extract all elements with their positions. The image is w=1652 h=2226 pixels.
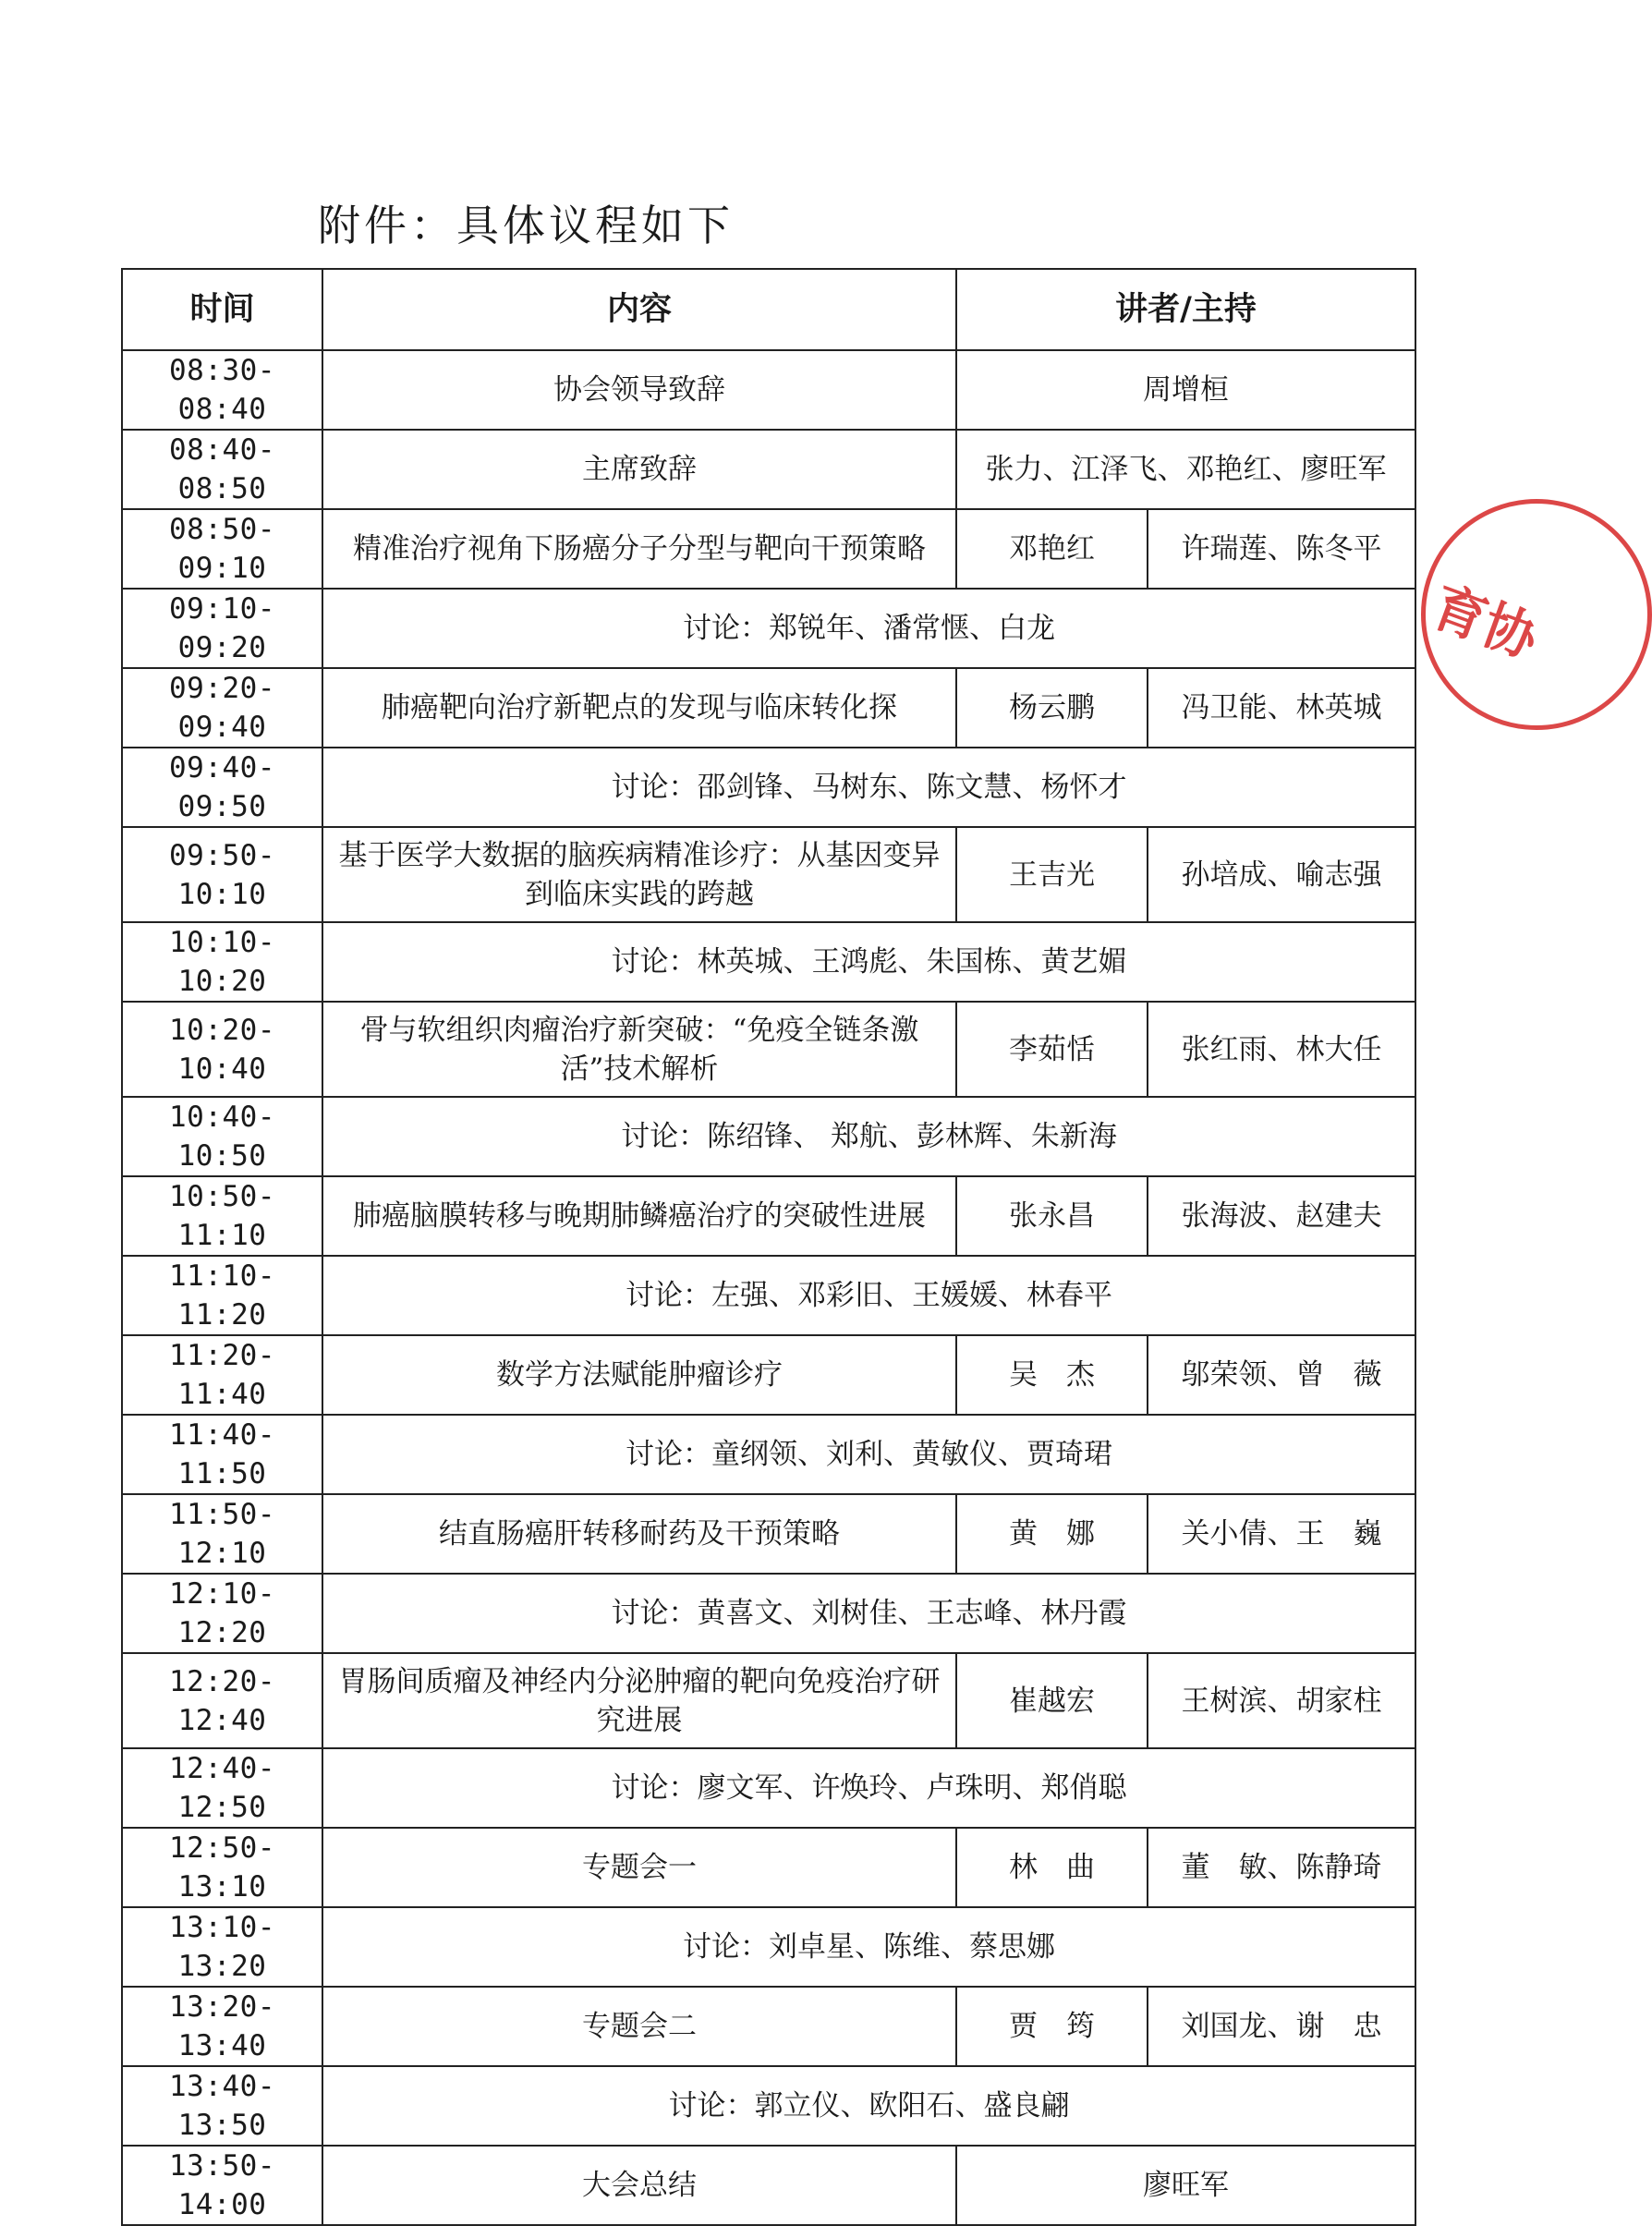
time-cell: 11:20-11:40 — [122, 1335, 322, 1415]
speaker-cell: 李茹恬 — [956, 1002, 1148, 1097]
time-cell: 09:10-09:20 — [122, 589, 322, 668]
time-cell: 12:50-13:10 — [122, 1828, 322, 1907]
time-cell: 13:10-13:20 — [122, 1907, 322, 1987]
time-cell: 12:40-12:50 — [122, 1748, 322, 1828]
host-cell: 董 敏、陈静琦 — [1148, 1828, 1415, 1907]
table-row — [122, 350, 1415, 430]
page-title: 附件：具体议程如下 — [318, 201, 734, 250]
speaker-cell: 邓艳红 — [956, 509, 1148, 589]
speaker-cell: 张永昌 — [956, 1176, 1148, 1256]
time-cell: 10:20-10:40 — [122, 1002, 322, 1097]
topic-cell: 结直肠癌肝转移耐药及干预策略 — [322, 1494, 956, 1574]
table-row — [122, 2146, 1415, 2225]
time-cell: 13:20-13:40 — [122, 1987, 322, 2066]
speaker-cell: 黄 娜 — [956, 1494, 1148, 1574]
stamp-text: 育协 — [1424, 574, 1547, 671]
table-row — [122, 1494, 1415, 1574]
topic-cell: 肺癌脑膜转移与晚期肺鳞癌治疗的突破性进展 — [322, 1176, 956, 1256]
host-cell: 许瑞莲、陈冬平 — [1148, 509, 1415, 589]
table-row — [122, 1415, 1415, 1494]
table-header-row — [122, 269, 1415, 350]
table-row — [122, 827, 1415, 922]
host-cell: 张红雨、林大任 — [1148, 1002, 1415, 1097]
table-row — [122, 1335, 1415, 1415]
discussion-cell: 讨论：陈绍锋、 郑航、彭林辉、朱新海 — [322, 1097, 1415, 1176]
table-row — [122, 1987, 1415, 2066]
time-cell: 08:50-09:10 — [122, 509, 322, 589]
agenda-table — [121, 268, 1416, 2226]
topic-cell: 主席致辞 — [322, 430, 956, 509]
header-time: 时间 — [122, 269, 322, 350]
speaker-cell: 张力、江泽飞、邓艳红、廖旺军 — [956, 430, 1415, 509]
speaker-cell: 贾 筠 — [956, 1987, 1148, 2066]
host-cell: 冯卫能、林英城 — [1148, 668, 1415, 748]
time-cell: 09:50-10:10 — [122, 827, 322, 922]
time-cell: 10:50-11:10 — [122, 1176, 322, 1256]
host-cell: 关小倩、王 巍 — [1148, 1494, 1415, 1574]
table-row — [122, 1256, 1415, 1335]
time-cell: 12:20-12:40 — [122, 1653, 322, 1748]
table-row — [122, 1002, 1415, 1097]
time-cell: 08:40-08:50 — [122, 430, 322, 509]
time-cell: 11:40-11:50 — [122, 1415, 322, 1494]
table-row — [122, 1097, 1415, 1176]
time-cell: 12:10-12:20 — [122, 1574, 322, 1653]
header-speaker-host: 讲者/主持 — [956, 269, 1415, 350]
time-cell: 13:50-14:00 — [122, 2146, 322, 2225]
time-cell: 09:20-09:40 — [122, 668, 322, 748]
time-cell: 10:10-10:20 — [122, 922, 322, 1002]
topic-cell: 大会总结 — [322, 2146, 956, 2225]
table-row — [122, 668, 1415, 748]
discussion-cell: 讨论：黄喜文、刘树佳、王志峰、林丹霞 — [322, 1574, 1415, 1653]
speaker-cell: 杨云鹏 — [956, 668, 1148, 748]
table-row — [122, 1828, 1415, 1907]
table-row — [122, 430, 1415, 509]
time-cell: 13:40-13:50 — [122, 2066, 322, 2146]
discussion-cell: 讨论：郭立仪、欧阳石、盛良翩 — [322, 2066, 1415, 2146]
speaker-cell: 廖旺军 — [956, 2146, 1415, 2225]
table-row — [122, 1907, 1415, 1987]
topic-cell: 基于医学大数据的脑疾病精准诊疗：从基因变异到临床实践的跨越 — [322, 827, 956, 922]
host-cell: 刘国龙、谢 忠 — [1148, 1987, 1415, 2066]
table-row — [122, 589, 1415, 668]
speaker-cell: 崔越宏 — [956, 1653, 1148, 1748]
table-row — [122, 1748, 1415, 1828]
speaker-cell: 林 曲 — [956, 1828, 1148, 1907]
host-cell: 王树滨、胡家柱 — [1148, 1653, 1415, 1748]
table-row — [122, 1574, 1415, 1653]
discussion-cell: 讨论：童纲领、刘利、黄敏仪、贾琦珺 — [322, 1415, 1415, 1494]
host-cell: 邬荣领、曾 薇 — [1148, 1335, 1415, 1415]
topic-cell: 专题会二 — [322, 1987, 956, 2066]
table-row — [122, 2066, 1415, 2146]
discussion-cell: 讨论：左强、邓彩旧、王媛媛、林春平 — [322, 1256, 1415, 1335]
topic-cell: 数学方法赋能肿瘤诊疗 — [322, 1335, 956, 1415]
topic-cell: 骨与软组织肉瘤治疗新突破：“免疫全链条激活”技术解析 — [322, 1002, 956, 1097]
time-cell: 08:30-08:40 — [122, 350, 322, 430]
table-row — [122, 1176, 1415, 1256]
speaker-cell: 王吉光 — [956, 827, 1148, 922]
topic-cell: 精准治疗视角下肠癌分子分型与靶向干预策略 — [322, 509, 956, 589]
time-cell: 10:40-10:50 — [122, 1097, 322, 1176]
host-cell: 张海波、赵建夫 — [1148, 1176, 1415, 1256]
topic-cell: 肺癌靶向治疗新靶点的发现与临床转化探 — [322, 668, 956, 748]
topic-cell: 专题会一 — [322, 1828, 956, 1907]
discussion-cell: 讨论：林英城、王鸿彪、朱国栋、黄艺媚 — [322, 922, 1415, 1002]
discussion-cell: 讨论：刘卓星、陈维、蔡思娜 — [322, 1907, 1415, 1987]
topic-cell: 胃肠间质瘤及神经内分泌肿瘤的靶向免疫治疗研究进展 — [322, 1653, 956, 1748]
time-cell: 11:10-11:20 — [122, 1256, 322, 1335]
table-row — [122, 748, 1415, 827]
discussion-cell: 讨论：郑锐年、潘常惬、白龙 — [322, 589, 1415, 668]
discussion-cell: 讨论：廖文军、许焕玲、卢珠明、郑俏聪 — [322, 1748, 1415, 1828]
header-content: 内容 — [322, 269, 956, 350]
time-cell: 09:40-09:50 — [122, 748, 322, 827]
topic-cell: 协会领导致辞 — [322, 350, 956, 430]
host-cell: 孙培成、喻志强 — [1148, 827, 1415, 922]
time-cell: 11:50-12:10 — [122, 1494, 322, 1574]
speaker-cell: 周增桓 — [956, 350, 1415, 430]
table-row — [122, 1653, 1415, 1748]
speaker-cell: 吴 杰 — [956, 1335, 1148, 1415]
table-row — [122, 922, 1415, 1002]
red-seal-stamp — [1421, 499, 1652, 730]
discussion-cell: 讨论：邵剑锋、马树东、陈文慧、杨怀才 — [322, 748, 1415, 827]
table-row — [122, 509, 1415, 589]
